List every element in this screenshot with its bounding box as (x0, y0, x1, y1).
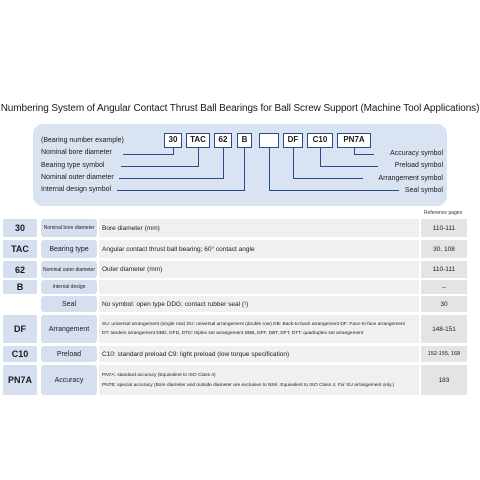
page-title: Numbering System of Angular Contact Thrust Ball Bearings for Ball Screw Support (Machine Tool Applications) (0, 103, 480, 114)
row-code: DF (3, 315, 37, 343)
bearing-number-diagram (33, 124, 447, 206)
desc-line: DT: tandem arrangement DBD, DFD, DTD: triplex set arrangement DBB, DFF, DBT, DFT, DTT: quadruplex set arrangement (102, 331, 364, 336)
diagram-left-labels (41, 135, 124, 196)
desc-line: PN7B: special accuracy (Bore diameter and outside diameter are exclusive to NSK. Equivalent to ISO Class 4. For SU arrangement only.) (102, 382, 395, 388)
row-label: Internal design (41, 280, 97, 294)
left-label: Internal design symbol (41, 186, 112, 194)
reference-pages-header: Reference pages (424, 210, 463, 216)
row-label: Preload (41, 346, 97, 362)
row-code: B (3, 280, 37, 294)
row-reference: – (421, 280, 467, 294)
row-description (99, 219, 419, 237)
right-label: Accuracy symbol (390, 150, 443, 157)
table-row (3, 315, 467, 343)
row-description (99, 346, 419, 362)
left-label: Bearing type symbol (41, 161, 105, 169)
right-label: Arrangement symbol (378, 174, 443, 182)
desc-line: C10: standard preload C9: light preload (low torque specification) (102, 350, 290, 358)
connector-line (123, 154, 174, 155)
left-label: Nominal outer diameter (41, 173, 114, 181)
row-reference: 152-155, 168 (421, 346, 467, 362)
row-code (3, 296, 37, 312)
desc-line: Angular contact thrust ball bearing; 60° contact angle (102, 245, 255, 253)
row-description (99, 280, 419, 294)
code-box-outer: 62 (214, 133, 232, 148)
table-row (3, 280, 467, 294)
row-description (99, 315, 419, 343)
code-box-accuracy: PN7A (337, 133, 371, 148)
row-description (99, 240, 419, 258)
row-reference: 30, 108 (421, 240, 467, 258)
table-row (3, 219, 467, 237)
code-box-arrangement: DF (283, 133, 303, 148)
connector-line (117, 190, 245, 191)
example-label: (Bearing number example) (41, 137, 124, 144)
row-label: Seal (41, 296, 97, 312)
connector-line (293, 148, 294, 179)
row-description (99, 296, 419, 312)
row-reference: 183 (421, 365, 467, 395)
connector-line (354, 154, 374, 155)
row-code: TAC (3, 240, 37, 258)
table-row (3, 261, 467, 278)
table-row (3, 346, 467, 362)
code-box-design: B (237, 133, 252, 148)
connector-line (121, 166, 199, 167)
row-label: Nominal outer diameter (41, 261, 97, 278)
left-label: Nominal bore diameter (41, 149, 112, 157)
row-code: 62 (3, 261, 37, 278)
row-label: Bearing type (41, 240, 97, 258)
right-label: Seal symbol (404, 186, 443, 194)
row-label: Arrangement (41, 315, 97, 343)
row-label: Accuracy (41, 365, 97, 395)
right-label: Preload symbol (394, 162, 443, 170)
connector-line (320, 166, 378, 167)
code-box-preload: C10 (307, 133, 333, 148)
desc-line: Outer diameter (mm) (102, 266, 163, 273)
row-reference: 110-111 (421, 219, 467, 237)
row-reference: 110-111 (421, 261, 467, 278)
row-reference: 30 (421, 296, 467, 312)
connector-line (293, 178, 363, 179)
row-label: Nominal bore diameter (41, 219, 97, 237)
row-reference: 148-151 (421, 315, 467, 343)
connector-line (198, 148, 199, 167)
code-box-bore: 30 (164, 133, 182, 148)
connector-line (320, 148, 321, 167)
row-description (99, 261, 419, 278)
table-row (3, 240, 467, 258)
connector-line (269, 148, 270, 191)
row-code: 30 (3, 219, 37, 237)
connector-line (244, 148, 245, 191)
table-row (3, 296, 467, 312)
connector-line (269, 190, 399, 191)
desc-line: No symbol: open type DDG: contact rubber seal (¹) (102, 300, 249, 308)
code-box-type: TAC (186, 133, 210, 148)
connector-line (119, 178, 224, 179)
desc-line: Bore diameter (mm) (102, 224, 160, 232)
row-code: PN7A (3, 365, 37, 395)
connector-line (223, 148, 224, 179)
table-row (3, 365, 467, 395)
desc-line: SU: universal arrangement (single row) DU: universal arrangement (double row) DB: Back-to-back arrangement DF: Face-to-face arrangement (102, 322, 405, 327)
desc-line: PN7A: standard accuracy (Equivalent to ISO Class 4) (102, 372, 216, 378)
code-box-seal (259, 133, 279, 148)
row-code: C10 (3, 346, 37, 362)
row-description (99, 365, 419, 395)
